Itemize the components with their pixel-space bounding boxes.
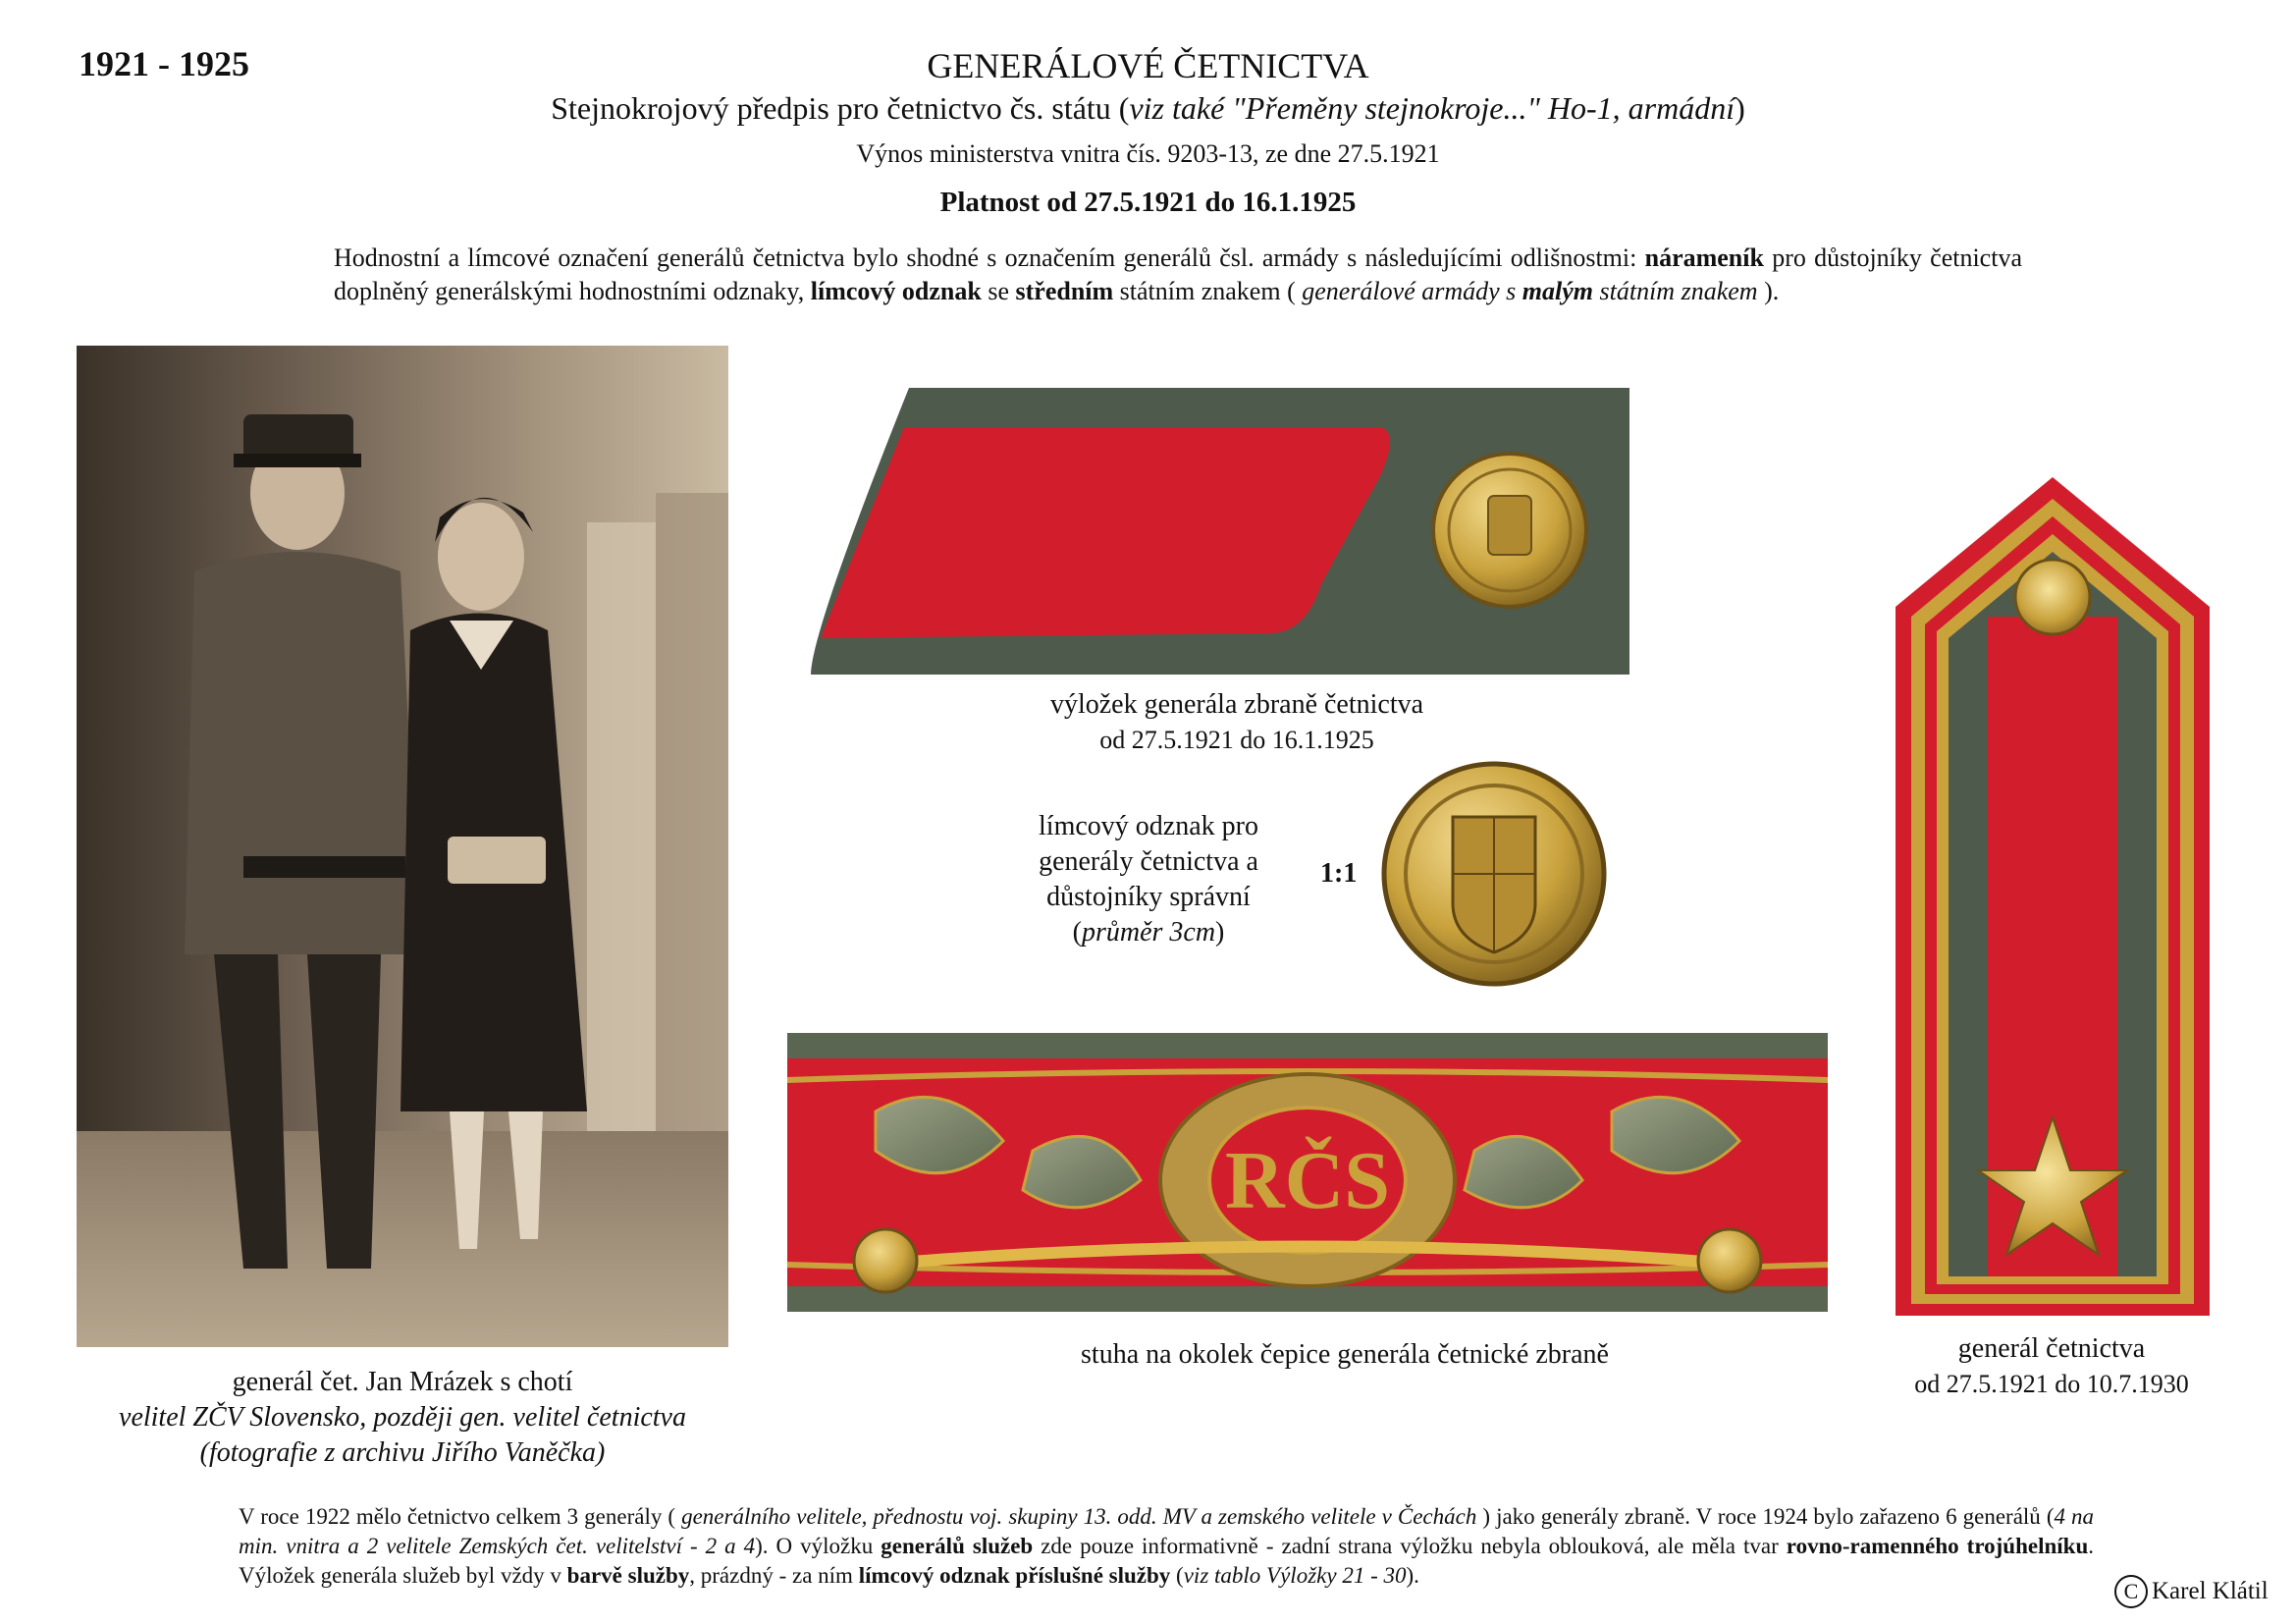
intro-bold-2: límcový odznak [810, 277, 982, 305]
footer-text-8: ). [1406, 1563, 1419, 1588]
validity-line: Platnost od 27.5.1921 do 16.1.1925 [939, 187, 1357, 218]
collar-patch-caption [982, 687, 1492, 758]
intro-text-1: Hodnostní a límcové označení generálů četnictva bylo shodné s označením generálů čsl. armády s následujícími odlišnostmi: [334, 244, 1645, 272]
badge-caption-line3: důstojníky správní [1046, 882, 1251, 912]
copyright-symbol: C [2114, 1575, 2148, 1608]
photo-caption-line1: generál čet. Jan Mrázek s chotí [232, 1367, 573, 1397]
shoulder-caption [1865, 1331, 2238, 1402]
footer-italic-3: viz tablo Výložky 21 - 30 [1183, 1563, 1407, 1588]
intro-paragraph [334, 242, 2022, 308]
photo-caption-line2: velitel ZČV Slovensko, později gen. velitel četnictva [119, 1402, 686, 1433]
badge-caption-paren-open: ( [1072, 917, 1082, 947]
collar-badge-image [1376, 756, 1612, 992]
collar-patch-caption-line2: od 27.5.1921 do 16.1.1925 [1099, 726, 1374, 754]
footer-bold-3: barvě služby [566, 1563, 690, 1588]
footer-text-2: ) jako generály zbraně. V roce 1924 bylo zařazeno 6 generálů ( [1476, 1504, 2055, 1529]
collar-patch-image [811, 388, 1629, 675]
badge-caption-line2: generály četnictva a [1039, 846, 1258, 877]
footer-italic-1: generálního velitele, přednostu voj. skupiny 13. odd. MV a zemského velitele v Čechách [681, 1504, 1477, 1529]
footer-italic-2: 4 na min. vnitra a 2 velitele Zemských čet. velitelství - 2 a 4 [239, 1504, 2095, 1558]
intro-italic-2: státním znakem [1593, 277, 1758, 305]
ribbon-monogram: RČS [1224, 1135, 1391, 1226]
subtitle-close: ) [1735, 90, 1745, 126]
subtitle-italic: viz také "Přeměny stejnokroje..." Ho-1, armádní [1129, 90, 1735, 126]
intro-bold-1: nárameník [1644, 244, 1764, 272]
badge-caption-line4 [1001, 915, 1296, 950]
footer-text-1: V roce 1922 mělo četnictvo celkem 3 generály ( [239, 1504, 682, 1529]
footer-paragraph [239, 1502, 2094, 1591]
intro-bold-3: středním [1015, 277, 1114, 305]
page-title: GENERÁLOVÉ ČETNICTVA [927, 46, 1369, 85]
badge-caption [1001, 809, 1296, 950]
subtitle-main: Stejnokrojový předpis pro četnictvo čs. státu ( [551, 90, 1130, 126]
photo-caption-line3: (fotografie z archivu Jiřího Vaněčka) [199, 1437, 606, 1468]
intro-bold-italic: malým [1522, 277, 1594, 305]
footer-bold-4: límcový odznak příslušné služby [858, 1563, 1171, 1588]
historical-photo [77, 346, 728, 1347]
footer-text-4: zde pouze informativně - zadní strana výložku nebyla oblouková, ale měla tvar [1033, 1534, 1787, 1558]
footer-text-7: ( [1170, 1563, 1184, 1588]
copyright-author: Karel Klátil [2152, 1578, 2269, 1604]
shoulder-caption-line1: generál četnictva [1957, 1333, 2146, 1364]
scale-label: 1:1 [1320, 858, 1358, 889]
footer-bold-1: generálů služeb [881, 1534, 1034, 1558]
shoulder-caption-line2: od 27.5.1921 do 10.7.1930 [1914, 1370, 2189, 1398]
decree-line: Výnos ministerstva vnitra čís. 9203-13, ze dne 27.5.1921 [856, 139, 1440, 168]
intro-italic-1: generálové armády s [1302, 277, 1522, 305]
badge-caption-diameter: průměr 3cm [1081, 917, 1216, 947]
photo-caption [59, 1365, 746, 1471]
shoulder-board-image [1878, 469, 2227, 1316]
intro-text-2: pro důstojníky četnictva doplněný generálskými hodnostními odznaky, [334, 244, 2022, 305]
ribbon-caption: stuha na okolek čepice generála četnické zbraně [1081, 1339, 1609, 1370]
intro-text-4: státním znakem ( [1113, 277, 1303, 305]
page-subtitle [0, 90, 2296, 127]
years-label: 1921 - 1925 [79, 44, 249, 83]
badge-caption-paren-close: ) [1215, 917, 1225, 947]
footer-bold-2: rovno-ramenného trojúhelníku [1786, 1534, 2089, 1558]
cap-ribbon-image [787, 1033, 1828, 1312]
intro-text-5: ). [1757, 277, 1780, 305]
copyright-notice [2114, 1575, 2269, 1608]
footer-text-6: , prázdný - za ním [689, 1563, 859, 1588]
collar-patch-caption-line1: výložek generála zbraně četnictva [1049, 689, 1424, 720]
intro-text-3: se [981, 277, 1016, 305]
badge-caption-line1: límcový odznak pro [1039, 811, 1258, 841]
footer-text-5: . Výložek generála služeb byl vždy v [239, 1534, 2094, 1588]
footer-text-3: ). O výložku [755, 1534, 881, 1558]
